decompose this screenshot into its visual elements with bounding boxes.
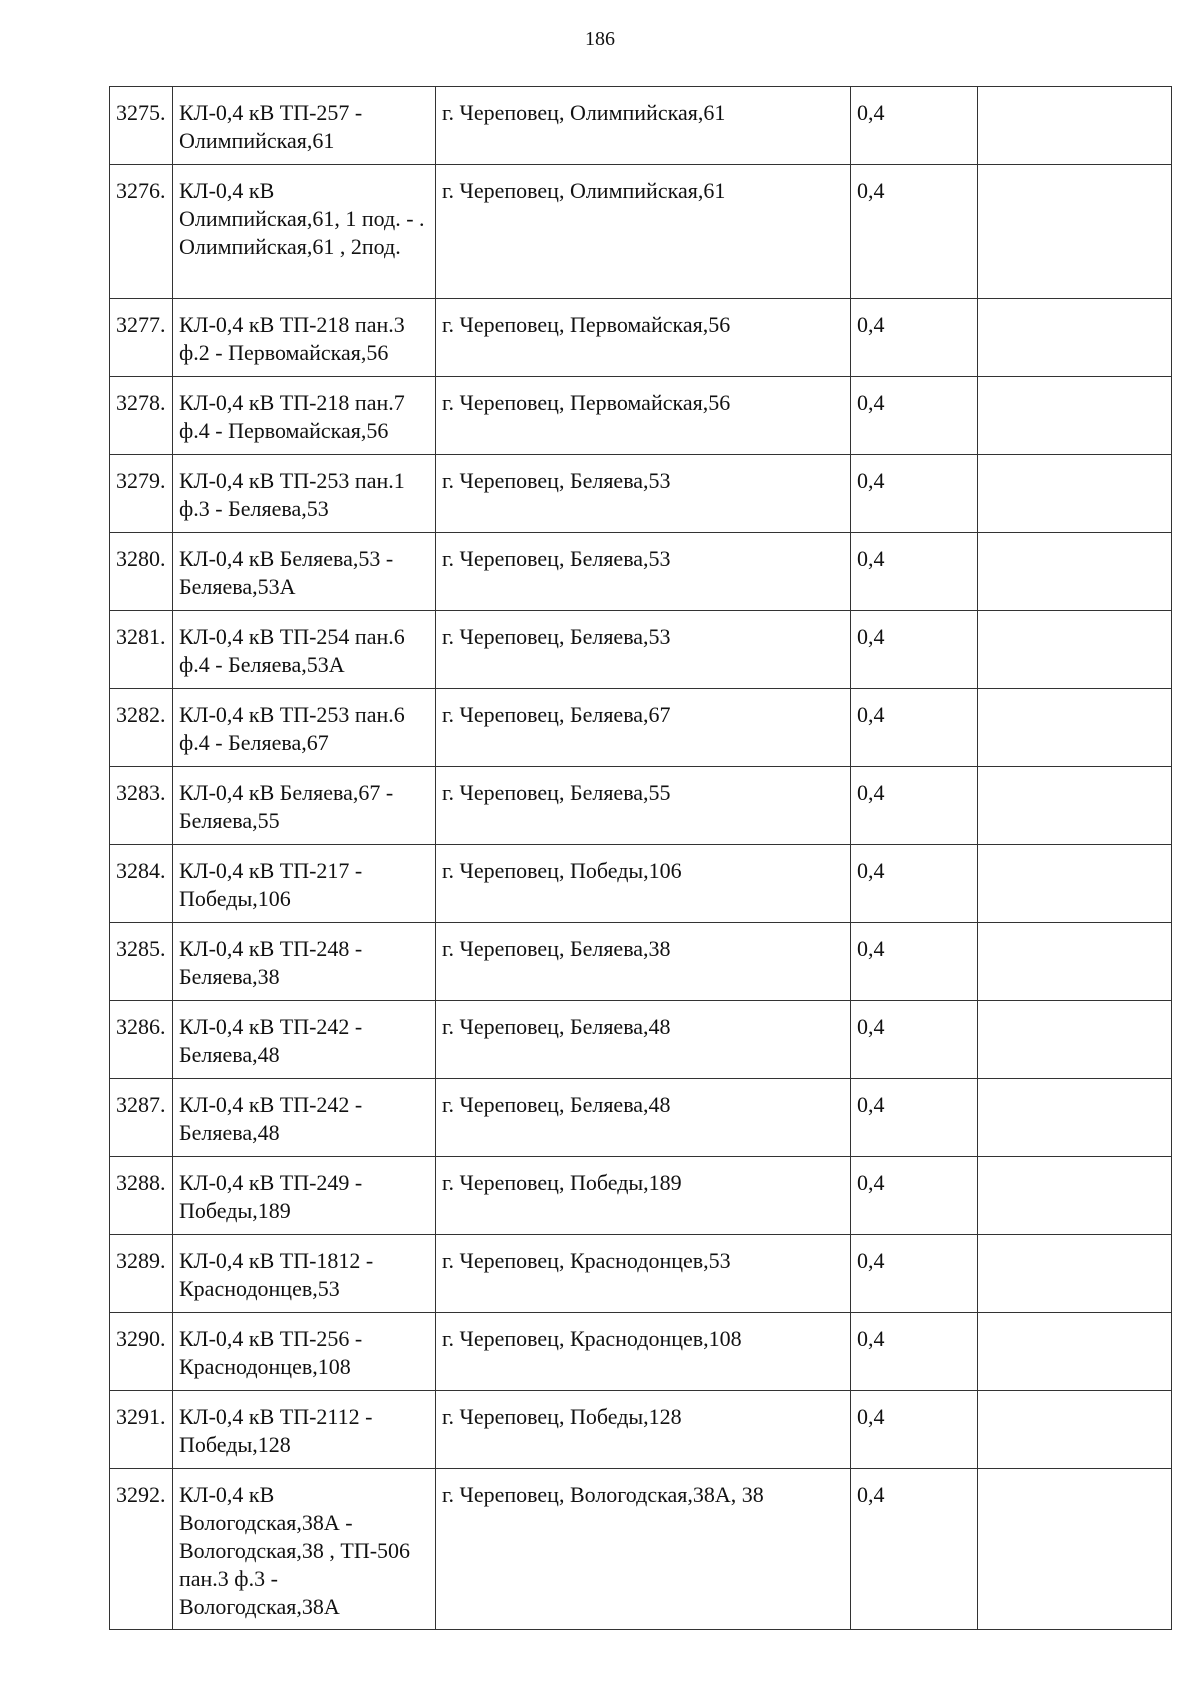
row-number: 3284.	[110, 845, 173, 923]
line-address: г. Череповец, Беляева,48	[436, 1001, 851, 1079]
line-extra	[978, 1079, 1172, 1157]
line-address: г. Череповец, Беляева,53	[436, 533, 851, 611]
table-row	[110, 767, 1172, 845]
line-name: КЛ-0,4 кВ Беляева,67 - Беляева,55	[173, 767, 436, 845]
line-name: КЛ-0,4 кВ ТП-253 пан.1 ф.3 - Беляева,53	[173, 455, 436, 533]
line-extra	[978, 1313, 1172, 1391]
row-number: 3288.	[110, 1157, 173, 1235]
line-voltage: 0,4	[851, 455, 978, 533]
line-address: г. Череповец, Победы,128	[436, 1391, 851, 1469]
table-row	[110, 1157, 1172, 1235]
line-voltage: 0,4	[851, 1235, 978, 1313]
line-name: КЛ-0,4 кВ ТП-1812 - Краснодонцев,53	[173, 1235, 436, 1313]
line-extra	[978, 611, 1172, 689]
table-row	[110, 87, 1172, 165]
line-name: КЛ-0,4 кВ ТП-254 пан.6 ф.4 - Беляева,53А	[173, 611, 436, 689]
line-name: КЛ-0,4 кВ ТП-218 пан.7 ф.4 - Первомайская,56	[173, 377, 436, 455]
line-address: г. Череповец, Беляева,48	[436, 1079, 851, 1157]
row-number: 3289.	[110, 1235, 173, 1313]
line-extra	[978, 923, 1172, 1001]
line-address: г. Череповец, Олимпийская,61	[436, 87, 851, 165]
line-voltage: 0,4	[851, 1313, 978, 1391]
line-address: г. Череповец, Олимпийская,61	[436, 165, 851, 299]
line-address: г. Череповец, Краснодонцев,53	[436, 1235, 851, 1313]
line-extra	[978, 845, 1172, 923]
line-address: г. Череповец, Первомайская,56	[436, 299, 851, 377]
line-address: г. Череповец, Победы,106	[436, 845, 851, 923]
table-row	[110, 689, 1172, 767]
table-row	[110, 845, 1172, 923]
line-extra	[978, 87, 1172, 165]
line-voltage: 0,4	[851, 533, 978, 611]
line-voltage: 0,4	[851, 845, 978, 923]
line-address: г. Череповец, Вологодская,38А, 38	[436, 1469, 851, 1630]
line-extra	[978, 377, 1172, 455]
page-number: 186	[585, 28, 615, 50]
row-number: 3285.	[110, 923, 173, 1001]
line-address: г. Череповец, Беляева,55	[436, 767, 851, 845]
row-number: 3275.	[110, 87, 173, 165]
line-voltage: 0,4	[851, 299, 978, 377]
table-row	[110, 611, 1172, 689]
line-name: КЛ-0,4 кВ ТП-257 - Олимпийская,61	[173, 87, 436, 165]
table-row	[110, 533, 1172, 611]
line-name: КЛ-0,4 кВ ТП-217 - Победы,106	[173, 845, 436, 923]
line-voltage: 0,4	[851, 1079, 978, 1157]
line-address: г. Череповец, Первомайская,56	[436, 377, 851, 455]
table-row	[110, 299, 1172, 377]
table-row	[110, 923, 1172, 1001]
line-name: КЛ-0,4 кВ ТП-242 - Беляева,48	[173, 1001, 436, 1079]
table-row	[110, 165, 1172, 299]
table-row	[110, 1079, 1172, 1157]
line-extra	[978, 1235, 1172, 1313]
row-number: 3276.	[110, 165, 173, 299]
table-row	[110, 1235, 1172, 1313]
line-name: КЛ-0,4 кВ ТП-249 - Победы,189	[173, 1157, 436, 1235]
line-extra	[978, 767, 1172, 845]
line-extra	[978, 299, 1172, 377]
line-extra	[978, 1391, 1172, 1469]
line-voltage: 0,4	[851, 1157, 978, 1235]
line-voltage: 0,4	[851, 611, 978, 689]
row-number: 3279.	[110, 455, 173, 533]
row-number: 3282.	[110, 689, 173, 767]
row-number: 3280.	[110, 533, 173, 611]
line-address: г. Череповец, Победы,189	[436, 1157, 851, 1235]
line-name: КЛ-0,4 кВ ТП-248 - Беляева,38	[173, 923, 436, 1001]
line-name: КЛ-0,4 кВ ТП-2112 - Победы,128	[173, 1391, 436, 1469]
table-row	[110, 1001, 1172, 1079]
cable-lines-table	[109, 86, 1172, 1630]
line-address: г. Череповец, Беляева,53	[436, 611, 851, 689]
table-row	[110, 1391, 1172, 1469]
line-name: КЛ-0,4 кВ Олимпийская,61, 1 под. - . Олимпийская,61 , 2под.	[173, 165, 436, 299]
row-number: 3291.	[110, 1391, 173, 1469]
line-name: КЛ-0,4 кВ ТП-218 пан.3 ф.2 - Первомайская,56	[173, 299, 436, 377]
row-number: 3292.	[110, 1469, 173, 1630]
line-voltage: 0,4	[851, 767, 978, 845]
line-address: г. Череповец, Беляева,53	[436, 455, 851, 533]
line-address: г. Череповец, Беляева,38	[436, 923, 851, 1001]
row-number: 3283.	[110, 767, 173, 845]
line-name: КЛ-0,4 кВ Вологодская,38А - Вологодская,38 , ТП-506 пан.3 ф.3 - Вологодская,38А	[173, 1469, 436, 1630]
table-row	[110, 455, 1172, 533]
line-address: г. Череповец, Краснодонцев,108	[436, 1313, 851, 1391]
line-extra	[978, 1001, 1172, 1079]
row-number: 3290.	[110, 1313, 173, 1391]
row-number: 3278.	[110, 377, 173, 455]
line-extra	[978, 1157, 1172, 1235]
line-voltage: 0,4	[851, 1391, 978, 1469]
line-extra	[978, 165, 1172, 299]
line-name: КЛ-0,4 кВ ТП-242 - Беляева,48	[173, 1079, 436, 1157]
line-address: г. Череповец, Беляева,67	[436, 689, 851, 767]
line-voltage: 0,4	[851, 689, 978, 767]
table-row	[110, 1313, 1172, 1391]
line-name: КЛ-0,4 кВ Беляева,53 - Беляева,53А	[173, 533, 436, 611]
row-number: 3281.	[110, 611, 173, 689]
line-extra	[978, 1469, 1172, 1630]
line-name: КЛ-0,4 кВ ТП-256 - Краснодонцев,108	[173, 1313, 436, 1391]
table-row	[110, 1469, 1172, 1630]
line-voltage: 0,4	[851, 1001, 978, 1079]
line-voltage: 0,4	[851, 923, 978, 1001]
row-number: 3287.	[110, 1079, 173, 1157]
row-number: 3286.	[110, 1001, 173, 1079]
line-voltage: 0,4	[851, 377, 978, 455]
line-extra	[978, 455, 1172, 533]
line-extra	[978, 689, 1172, 767]
line-voltage: 0,4	[851, 87, 978, 165]
line-voltage: 0,4	[851, 165, 978, 299]
table-row	[110, 377, 1172, 455]
row-number: 3277.	[110, 299, 173, 377]
line-extra	[978, 533, 1172, 611]
line-voltage: 0,4	[851, 1469, 978, 1630]
line-name: КЛ-0,4 кВ ТП-253 пан.6 ф.4 - Беляева,67	[173, 689, 436, 767]
